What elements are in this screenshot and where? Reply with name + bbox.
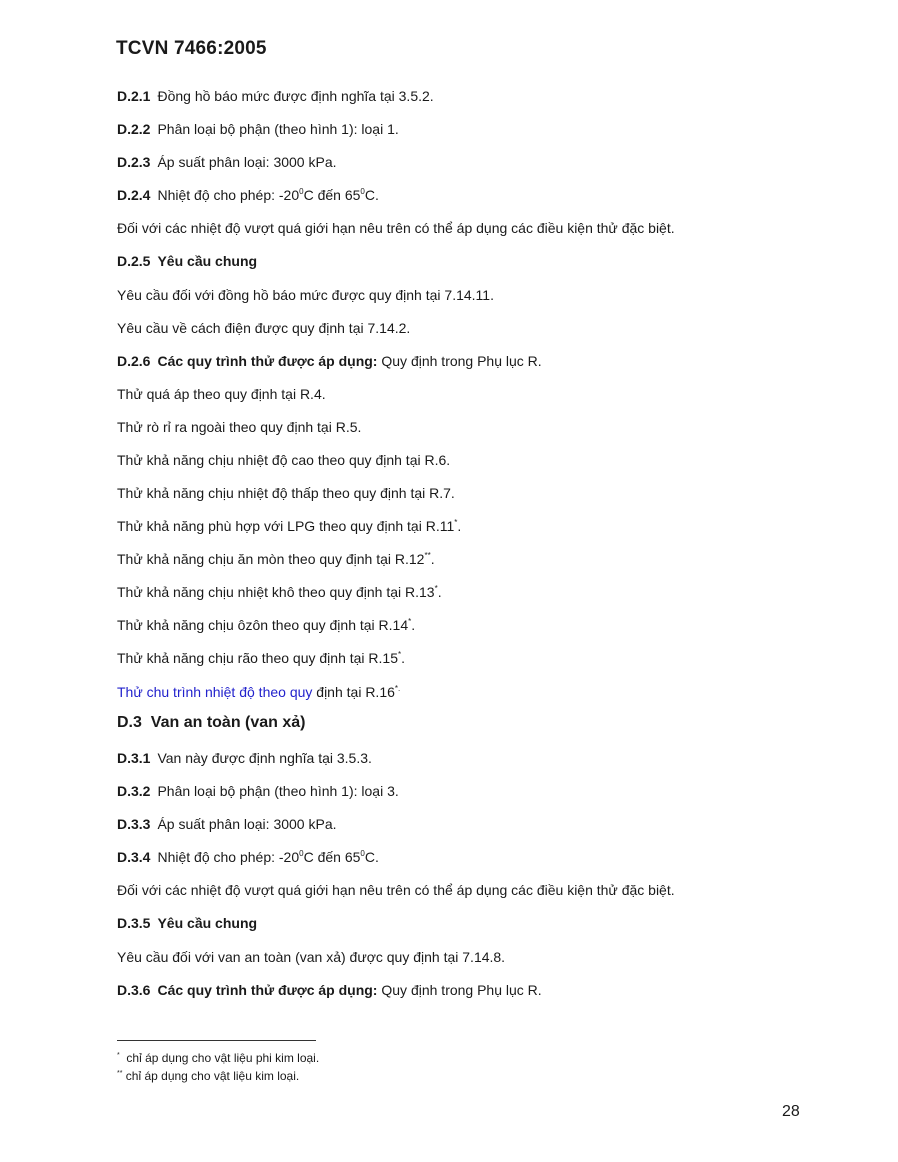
clause-number: D.2.3 bbox=[117, 154, 151, 170]
footnote-separator bbox=[117, 1040, 316, 1041]
clause-number: D.3.1 bbox=[117, 750, 151, 766]
clause-title: Yêu cầu chung bbox=[157, 915, 258, 931]
footnote-mark: * bbox=[398, 650, 402, 659]
limits-note: Đối với các nhiệt độ vượt quá giới hạn nêu trên có thể áp dụng các điều kiện thử đặc biệt. bbox=[117, 220, 675, 236]
test-text: Thử khả năng chịu ăn mòn theo quy định tại R.12 bbox=[117, 551, 425, 567]
clause-text: Quy định trong Phụ lục R. bbox=[377, 353, 542, 369]
clause-number: D.3.2 bbox=[117, 783, 151, 799]
footnote-text: chỉ áp dụng cho vật liệu phi kim loại. bbox=[126, 1051, 320, 1065]
clause-text: C. bbox=[364, 849, 379, 865]
clause-d3-4 bbox=[117, 849, 379, 865]
test-item bbox=[117, 551, 435, 567]
test-item bbox=[117, 518, 461, 534]
clause-d2-5 bbox=[117, 253, 257, 269]
clause-text: Quy định trong Phụ lục R. bbox=[377, 982, 542, 998]
footnote-2 bbox=[117, 1069, 299, 1083]
footnote-mark: * bbox=[408, 617, 412, 626]
clause-text: Đồng hồ báo mức được định nghĩa tại 3.5.2. bbox=[157, 88, 434, 104]
test-text-end: . bbox=[401, 650, 406, 666]
footnote-text: chỉ áp dụng cho vật liệu kim loại. bbox=[125, 1069, 300, 1083]
clause-title: Các quy trình thử được áp dụng: bbox=[157, 353, 378, 369]
clause-text: Phân loại bộ phận (theo hình 1): loại 1. bbox=[157, 121, 399, 137]
footnote-mark: ** bbox=[117, 1070, 123, 1077]
clause-text: Áp suất phân loại: 3000 kPa. bbox=[157, 154, 337, 170]
clause-number: D.3.6 bbox=[117, 982, 151, 998]
clause-d2-6 bbox=[117, 353, 542, 369]
clause-text: Van này được định nghĩa tại 3.5.3. bbox=[157, 750, 372, 766]
test-link[interactable]: Thử chu trình nhiệt độ theo quy bbox=[117, 684, 313, 700]
page-number: 28 bbox=[782, 1103, 800, 1120]
clause-d2-4 bbox=[117, 187, 379, 203]
clause-d3-6 bbox=[117, 982, 542, 998]
footnote-mark: * bbox=[454, 518, 458, 527]
clause-d2-3 bbox=[117, 154, 337, 170]
requirement-text: Yêu cầu đối với van an toàn (van xả) được quy định tại 7.14.8. bbox=[117, 949, 506, 965]
test-item bbox=[117, 617, 415, 633]
degree-sup: 0 bbox=[299, 849, 304, 858]
test-item bbox=[117, 584, 442, 600]
limits-note: Đối với các nhiệt độ vượt quá giới hạn nêu trên có thể áp dụng các điều kiện thử đặc biệt. bbox=[117, 882, 675, 898]
clause-number: D.2.6 bbox=[117, 353, 151, 369]
footnote-1 bbox=[117, 1051, 319, 1065]
requirement-text: Yêu cầu về cách điện được quy định tại 7.14.2. bbox=[117, 320, 411, 336]
test-item bbox=[117, 684, 400, 700]
clause-number: D.2.4 bbox=[117, 187, 151, 203]
footnote-mark: ** bbox=[424, 551, 431, 560]
clause-number: D.3.4 bbox=[117, 849, 151, 865]
degree-sup: 0 bbox=[299, 187, 304, 196]
test-text-end: . bbox=[457, 518, 462, 534]
clause-d3-3 bbox=[117, 816, 337, 832]
degree-sup: 0 bbox=[360, 187, 365, 196]
degree-sup: 0 bbox=[360, 849, 365, 858]
footnote-mark: * bbox=[117, 1052, 120, 1059]
test-item: Thử khả năng chịu nhiệt độ cao theo quy định tại R.6. bbox=[117, 452, 451, 468]
document-header: TCVN 7466:2005 bbox=[116, 38, 267, 59]
footnote-mark: * bbox=[434, 584, 438, 593]
footnote-mark: *. bbox=[394, 684, 401, 693]
section-heading-d3 bbox=[117, 714, 306, 732]
clause-number: D.3.3 bbox=[117, 816, 151, 832]
clause-text: C đến 65 bbox=[303, 849, 361, 865]
clause-text: Nhiệt độ cho phép: -20 bbox=[157, 849, 300, 865]
clause-text: Áp suất phân loại: 3000 kPa. bbox=[157, 816, 337, 832]
test-text-end: . bbox=[437, 584, 442, 600]
clause-d2-2 bbox=[117, 121, 399, 137]
clause-text: C đến 65 bbox=[303, 187, 361, 203]
test-text: Thử khả năng chịu rão theo quy định tại R.15 bbox=[117, 650, 398, 666]
clause-d2-1 bbox=[117, 88, 434, 104]
test-item: Thử khả năng chịu nhiệt độ thấp theo quy định tại R.7. bbox=[117, 485, 455, 501]
section-number: D.3 bbox=[117, 714, 142, 731]
clause-text: Nhiệt độ cho phép: -20 bbox=[157, 187, 300, 203]
clause-number: D.2.5 bbox=[117, 253, 151, 269]
clause-number: D.3.5 bbox=[117, 915, 151, 931]
test-text: định tại R.16 bbox=[312, 684, 395, 700]
test-item: Thử rò rỉ ra ngoài theo quy định tại R.5. bbox=[117, 419, 362, 435]
clause-title: Yêu cầu chung bbox=[157, 253, 258, 269]
requirement-text: Yêu cầu đối với đồng hồ báo mức được quy định tại 7.14.11. bbox=[117, 287, 494, 303]
section-title: Van an toàn (van xả) bbox=[150, 714, 306, 731]
clause-number: D.2.2 bbox=[117, 121, 151, 137]
clause-d3-1 bbox=[117, 750, 372, 766]
test-item: Thử quá áp theo quy định tại R.4. bbox=[117, 386, 326, 402]
clause-d3-2 bbox=[117, 783, 399, 799]
test-item bbox=[117, 650, 405, 666]
test-text: Thử khả năng chịu ôzôn theo quy định tại R.14 bbox=[117, 617, 409, 633]
clause-number: D.2.1 bbox=[117, 88, 151, 104]
test-text-end: . bbox=[411, 617, 416, 633]
test-text-end: . bbox=[430, 551, 435, 567]
clause-title: Các quy trình thử được áp dụng: bbox=[157, 982, 378, 998]
clause-d3-5 bbox=[117, 915, 257, 931]
test-text: Thử khả năng chịu nhiệt khô theo quy định tại R.13 bbox=[117, 584, 435, 600]
test-text: Thử khả năng phù hợp với LPG theo quy định tại R.11 bbox=[117, 518, 455, 534]
clause-text: Phân loại bộ phận (theo hình 1): loại 3. bbox=[157, 783, 399, 799]
clause-text: C. bbox=[364, 187, 379, 203]
